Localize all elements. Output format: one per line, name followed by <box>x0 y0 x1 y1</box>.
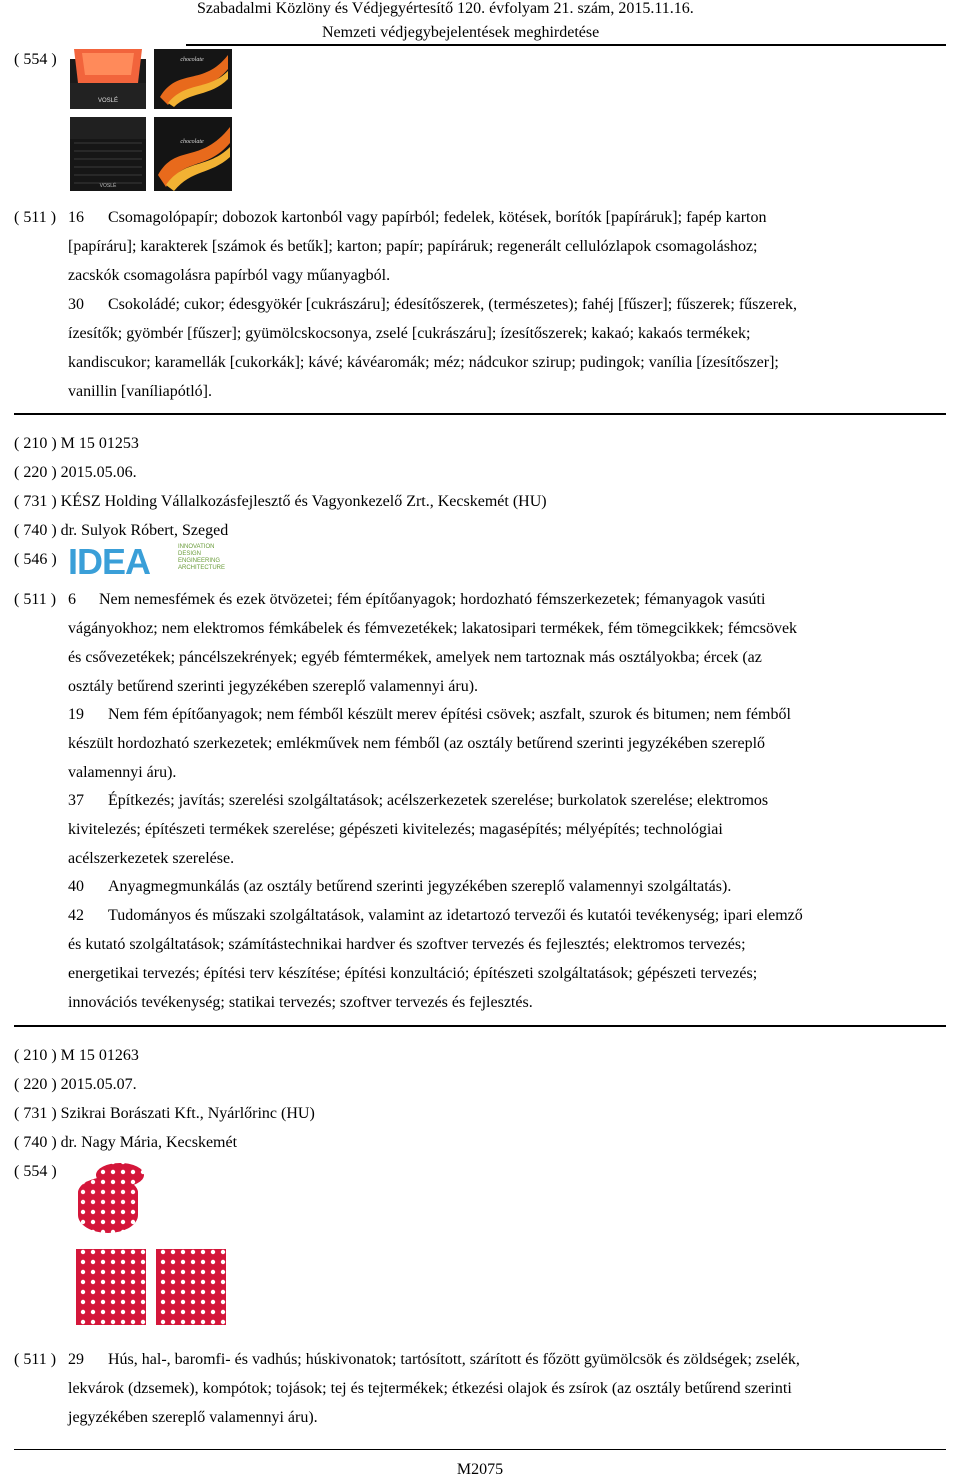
class-text-line: energetikai tervezés; építési terv készítése; építési konzultáció; építészeti szolgáltatások; gépészeti tervezés; <box>68 965 758 982</box>
code-210: ( 210 ) M 15 01263 <box>14 1047 139 1064</box>
code-554: ( 554 ) <box>14 1163 57 1180</box>
class-text-line: lekvárok (dzsemek), kompótok; tojások; tej és tejtermékek; étkezési olajok és zsírok (az osztály betűrend szerinti <box>68 1380 792 1397</box>
product-image-boxes <box>68 47 234 193</box>
class-text-line: Csomagolópapír; dobozok kartonból vagy papírból; fedelek, kötések, borítók [papíráruk]; fapép karton <box>108 209 767 226</box>
section-header: Nemzeti védjegybejelentések meghirdetése <box>322 24 600 41</box>
code-554: ( 554 ) <box>14 51 57 68</box>
entry-separator <box>14 1025 946 1027</box>
page-number: M2075 <box>456 1461 504 1478</box>
product-image-polka-boxes <box>68 1157 234 1335</box>
class-text-line: és csővezetékek; páncélszekrények; egyéb fémtermékek, amelyek nem tartoznak más osztályokba; ércek (az <box>68 649 762 666</box>
class-text-line: vágányokhoz; nem elektromos fémkábelek és fémvezetékek; lakatosipari termékek, fém tömegcikkek; fémcsövek <box>68 620 798 637</box>
class-text-line: Tudományos és műszaki szolgáltatások, valamint az idetartozó tervezői és kutatói tevékenység; ipari elemző <box>108 907 803 924</box>
code-220: ( 220 ) 2015.05.07. <box>14 1076 137 1093</box>
class-text-line: innovációs tevékenység; statikai tervezés; szoftver tervezés és fejlesztés. <box>68 994 533 1011</box>
entry-separator <box>14 413 946 415</box>
class-text-line: kivitelezés; építészeti termékek szerelése; gépészeti kivitelezés; magasépítés; mélyépítés; technológiai <box>68 821 723 838</box>
journal-header: Szabadalmi Közlöny és Védjegyértesítő 120. évfolyam 21. szám, 2015.11.16. <box>197 0 694 17</box>
code-511: ( 511 ) <box>14 1351 57 1368</box>
class-text-line: Építkezés; javítás; szerelési szolgáltatások; acélszerkezetek szerelése; burkolatok szerelése; elektromos <box>108 792 769 809</box>
class-text-line: [papíráru]; karakterek [számok és betűk]; karton; papír; papíráruk; regenerált cellulózlapok csomagoláshoz; <box>68 238 758 255</box>
class-text-line: jegyzékében szereplő valamennyi áru). <box>68 1409 318 1426</box>
class-text-line: acélszerkezetek szerelése. <box>68 850 235 867</box>
class-text-line: és kutató szolgáltatások; számítástechnikai hardver és szoftver tervezés és fejlesztés; elektromos tervezés; <box>68 936 746 953</box>
class-number: 30 <box>68 296 84 313</box>
class-text-line: valamennyi áru). <box>68 764 177 781</box>
class-text-line: vanillin [vaníliapótló]. <box>68 383 212 400</box>
class-text-line: Hús, hal-, baromfi- és vadhús; húskivonatok; tartósított, szárított és főzött gyümölcsök és zöldségek; zselék, <box>108 1351 800 1368</box>
logo-tagline: INNOVATION DESIGN ENGINEERING ARCHITECTURE <box>178 544 226 571</box>
svg-text:VOSLÉ: VOSLÉ <box>99 183 117 189</box>
class-text-line: zacskók csomagolásra papírból vagy műanyagból. <box>68 267 391 284</box>
code-731: ( 731 ) Szikrai Borászati Kft., Nyárlőrinc (HU) <box>14 1105 315 1122</box>
code-740: ( 740 ) dr. Nagy Mária, Kecskemét <box>14 1134 238 1151</box>
square-lid-icon <box>156 1249 226 1325</box>
square-box-icon <box>76 1249 146 1325</box>
svg-text:IDEA: IDEA <box>68 544 151 576</box>
box-closed-icon <box>70 117 146 191</box>
round-box-icon <box>78 1163 144 1233</box>
class-text-line: Nem fém építőanyagok; nem fémből készült merev építési csövek; aszfalt, szurok és bitumen; nem fémből <box>108 706 791 723</box>
class-number: 19 <box>68 706 84 723</box>
class-number: 16 <box>68 209 84 226</box>
class-number: 6 <box>68 591 76 608</box>
box-side-icon <box>154 117 232 191</box>
code-511: ( 511 ) <box>14 591 57 608</box>
idea-logo <box>68 544 234 576</box>
svg-text:VOSLÉ: VOSLÉ <box>97 98 119 104</box>
class-number: 29 <box>68 1351 84 1368</box>
class-number: 42 <box>68 907 84 924</box>
code-731: ( 731 ) KÉSZ Holding Vállalkozásfejlesztő és Vagyonkezelő Zrt., Kecskemét (HU) <box>14 493 547 510</box>
class-number: 40 <box>68 878 84 895</box>
class-text-line: Anyagmegmunkálás (az osztály betűrend szerinti jegyzékében szereplő valamennyi szolgáltatás). <box>108 878 732 895</box>
class-text-line: készült hordozható szerkezetek; emlékművek nem fémből (az osztály betűrend szerinti jegyzékében szereplő <box>68 735 766 752</box>
footer-separator <box>14 1449 946 1450</box>
class-number: 37 <box>68 792 84 809</box>
class-text-line: kandiscukor; karamellák [cukorkák]; kávé; kávéaromák; méz; nádcukor szirup; pudingok; vanília [ízesítőszer]; <box>68 354 779 371</box>
class-text-line: Nem nemesfémek és ezek ötvözetei; fém építőanyagok; hordozható fémszerkezetek; fémanyagok vasúti <box>99 591 766 608</box>
code-740: ( 740 ) dr. Sulyok Róbert, Szeged <box>14 522 229 539</box>
code-220: ( 220 ) 2015.05.06. <box>14 464 137 481</box>
code-546: ( 546 ) <box>14 551 57 568</box>
svg-text:chocolate: chocolate <box>180 139 204 145</box>
box-open-icon <box>70 49 146 109</box>
code-210: ( 210 ) M 15 01253 <box>14 435 139 452</box>
class-text-line: ízesítők; gyömbér [fűszer]; gyümölcskocsonya, zselé [cukrászáru]; ízesítőszerek; kakaó; kakaós termékek; <box>68 325 751 342</box>
class-text-line: Csokoládé; cukor; édesgyökér [cukrászáru]; édesítőszerek, (természetes); fahéj [fűszer]; fűszerek; fűszerek, <box>108 296 798 313</box>
header-rule <box>186 44 946 46</box>
box-decorated-icon <box>154 49 232 109</box>
svg-text:chocolate: chocolate <box>180 57 204 63</box>
code-511: ( 511 ) <box>14 209 57 226</box>
class-text-line: osztály betűrend szerinti jegyzékében szereplő valamennyi áru). <box>68 678 479 695</box>
